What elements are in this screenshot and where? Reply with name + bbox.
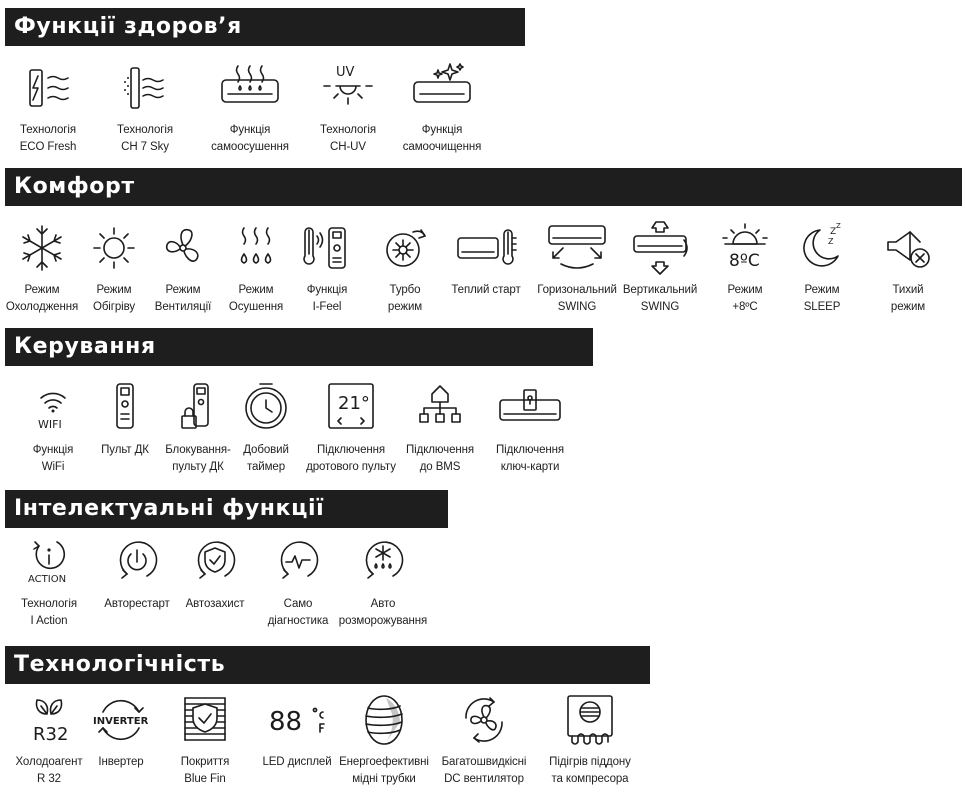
feature-label: Покриття Blue Fin (180, 756, 230, 785)
feature-label: Само діагностика (267, 598, 329, 627)
svg-text:Z: Z (836, 222, 841, 230)
feature-inverter (73, 688, 169, 771)
auto-protection-icon (183, 530, 247, 594)
feature-label: Багатошвидкісні DC вентилятор (441, 756, 527, 785)
sleep-moon-icon (790, 216, 854, 280)
feature-label: Функція самоосушення (211, 124, 289, 153)
wifi-icon (21, 376, 85, 440)
feature-label: Режим Обігріву (92, 284, 136, 313)
ch7-sky-icon (113, 56, 177, 120)
i-feel-remote-icon (295, 216, 359, 280)
feature-label: Пульт ДК (101, 444, 149, 456)
feature-label: Режим Охолодження (5, 284, 79, 313)
copper-tubes-icon (352, 688, 416, 752)
feature-label: Енергоефективні мідні трубки (339, 756, 429, 785)
feature-daily-timer (218, 376, 314, 476)
feature-label: Підключення до BMS (406, 444, 474, 473)
feature-copper-tubes (336, 688, 432, 788)
feature-label: Підігрів піддону та компресора (549, 756, 631, 785)
feature-self-diagnostics (250, 530, 346, 630)
svg-text:Z: Z (828, 237, 834, 246)
svg-text:R32: R32 (33, 724, 69, 745)
section-header-technology: Технологічність (5, 646, 650, 684)
feature-label: Технологія CH-UV (320, 124, 376, 153)
feature-sleep-mode (774, 216, 870, 316)
r32-refrigerant-icon (17, 688, 81, 752)
self-cleaning-icon (410, 56, 474, 120)
feature-label: Вертикальний SWING (622, 284, 698, 313)
eco-fresh-icon (16, 56, 80, 120)
feature-dc-fan (436, 688, 532, 788)
feature-self-cleaning (394, 56, 490, 156)
horizontal-swing-icon (545, 216, 609, 280)
blue-fin-icon (173, 688, 237, 752)
fan-icon (151, 216, 215, 280)
feature-label: Горизональний SWING (537, 284, 617, 313)
feature-bms (392, 376, 488, 476)
feature-label: Підключення дротового пульту (306, 444, 396, 473)
bms-network-icon (408, 376, 472, 440)
feature-i-action (1, 530, 97, 630)
feature-label: Теплий старт (451, 284, 521, 296)
led-display-icon (265, 688, 329, 752)
feature-label: Холодоагент R 32 (15, 756, 83, 785)
feature-label: Режим Вентиляції (154, 284, 212, 313)
section-header-health: Функції здоров’я (5, 8, 525, 46)
turbo-icon (373, 216, 437, 280)
uv-lamp-icon (316, 56, 380, 120)
vertical-swing-icon (628, 216, 692, 280)
plus8-sun-icon (713, 216, 777, 280)
quiet-mode-icon (876, 216, 940, 280)
feature-label: Автозахист (185, 598, 245, 610)
key-card-icon (498, 376, 562, 440)
svg-text:UV: UV (336, 65, 355, 80)
feature-label: Тихий режим (890, 284, 926, 313)
feature-wired-controller (303, 376, 399, 476)
svg-text:INVERTER: INVERTER (93, 716, 149, 727)
feature-label: Функція WiFi (32, 444, 74, 473)
feature-label: Добовий таймер (243, 444, 289, 473)
svg-text:Z: Z (830, 227, 837, 237)
feature-warm-start (438, 216, 534, 299)
warm-start-icon (454, 216, 518, 280)
feature-auto-defrost (335, 530, 431, 630)
feature-ch-uv (300, 56, 396, 156)
svg-text:ACTION: ACTION (28, 574, 67, 585)
feature-label: LED дисплей (262, 756, 332, 768)
feature-label: Авторестарт (104, 598, 170, 610)
section-header-control: Керування (5, 328, 593, 366)
feature-label: Режим Осушення (228, 284, 284, 313)
feature-label: Функція самоочищення (402, 124, 482, 153)
svg-text:WIFI: WIFI (38, 418, 62, 431)
self-diagnostics-icon (266, 530, 330, 594)
feature-self-drying (202, 56, 298, 156)
snowflake-icon (10, 216, 74, 280)
feature-auto-protection (167, 530, 263, 613)
feature-label: Функція I-Feel (306, 284, 348, 313)
svg-text:88: 88 (269, 707, 303, 737)
svg-text:8ºC: 8ºC (729, 251, 760, 271)
feature-eco-fresh (0, 56, 96, 156)
feature-blue-fin (157, 688, 253, 788)
feature-horizontal-swing (529, 216, 625, 316)
feature-label: Блокування- пульту ДК (165, 444, 231, 473)
feature-label: Технологія I Action (21, 598, 77, 627)
wired-controller-icon (319, 376, 383, 440)
inverter-icon (89, 688, 153, 752)
feature-key-card (482, 376, 578, 476)
feature-led-display (249, 688, 345, 771)
remote-control-icon (93, 376, 157, 440)
feature-label: Технологія CH 7 Sky (117, 124, 173, 153)
self-drying-icon (218, 56, 282, 120)
auto-defrost-icon (351, 530, 415, 594)
feature-label: Авто розморожування (338, 598, 428, 627)
tray-heater-icon (558, 688, 622, 752)
feature-label: Підключення ключ-карти (496, 444, 564, 473)
feature-ch7-sky (97, 56, 193, 156)
feature-vertical-swing (612, 216, 708, 316)
feature-label: Турбо режим (387, 284, 423, 313)
dc-fan-icon (452, 688, 516, 752)
feature-tray-heater (542, 688, 638, 788)
auto-restart-icon (105, 530, 169, 594)
feature-label: Режим +8ºC (727, 284, 763, 313)
feature-label: Режим SLEEP (803, 284, 841, 313)
feature-label: Інвертер (98, 756, 144, 768)
section-header-intelligent: Інтелектуальні функції (5, 490, 448, 528)
timer-icon (234, 376, 298, 440)
section-header-comfort: Комфорт (5, 168, 962, 206)
svg-text:21°: 21° (338, 393, 370, 414)
feature-quiet-mode (860, 216, 956, 316)
i-action-icon (17, 530, 81, 594)
feature-label: Технологія ECO Fresh (19, 124, 77, 153)
